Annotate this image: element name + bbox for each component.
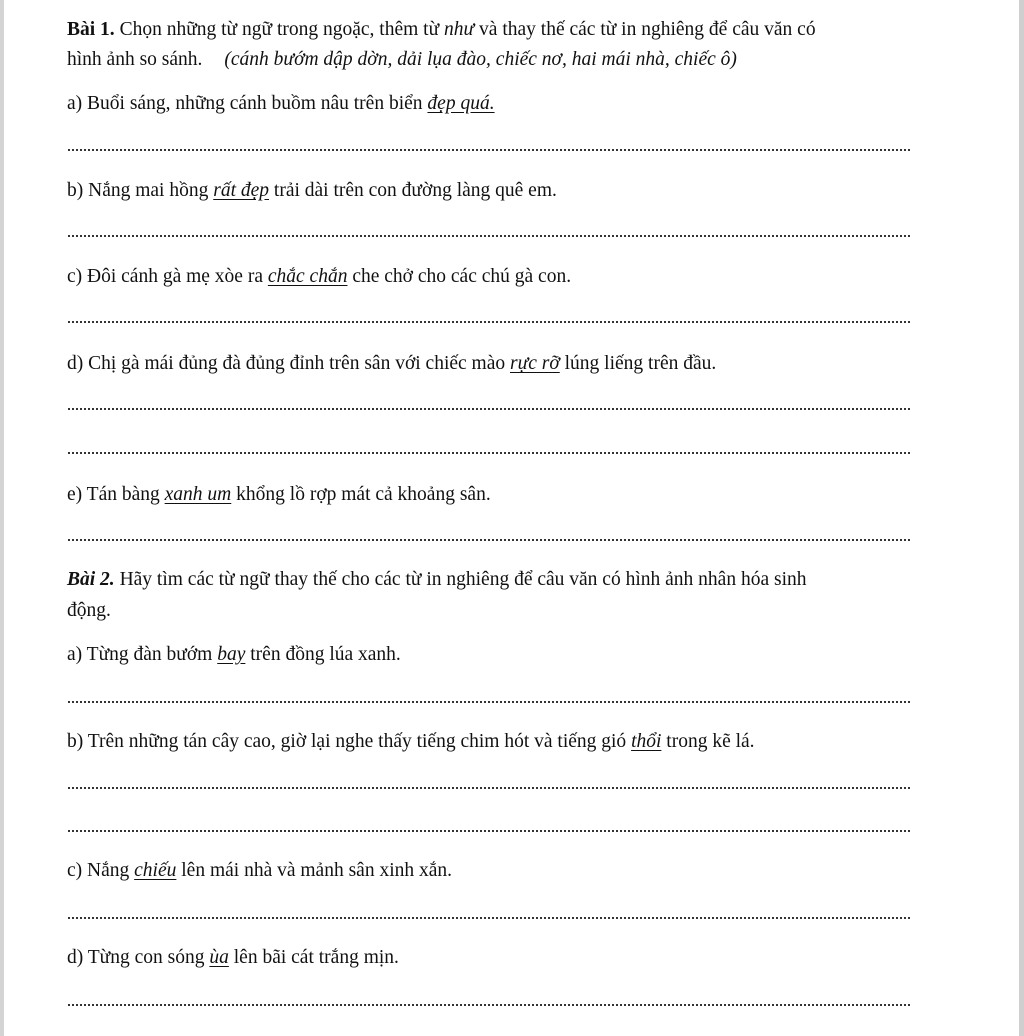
bai2-item-b: b) Trên những tán cây cao, giờ lại nghe thấy tiếng chim hót và tiếng gió thổi trong kẽ lá. [67,731,755,752]
bai2-item-a: a) Từng đàn bướm bay trên đồng lúa xanh. [67,644,401,665]
bai2-item-d: d) Từng con sóng ùa lên bãi cát trắng mịn. [67,947,399,968]
answer-line [68,830,910,832]
bai1-instruction: Bài 1. Chọn những từ ngữ trong ngoặc, thêm từ như và thay thế các từ in nghiêng để câu văn có [67,19,816,40]
page-edge-left [0,0,4,1036]
answer-line [68,321,910,323]
answer-line [68,787,910,789]
answer-line [68,701,910,703]
answer-line [68,539,910,541]
italic-word: xanh um [164,484,232,505]
italic-word: ùa [209,947,229,968]
italic-word: rực rỡ [510,353,560,374]
italic-word: bay [217,644,246,665]
bai1-item-c: c) Đôi cánh gà mẹ xòe ra chắc chắn che chở cho các chú gà con. [67,266,572,287]
bai1-item-e: e) Tán bàng xanh um khổng lồ rợp mát cả khoảng sân. [67,484,491,505]
bai2-instruction-line2: động. [67,600,111,621]
bai1-item-d: d) Chị gà mái đủng đà đủng đỉnh trên sân với chiếc mào rực rỡ lúng liếng trên đầu. [67,353,717,374]
answer-line [68,1004,910,1006]
bai2-item-c: c) Nắng chiếu lên mái nhà và mảnh sân xinh xắn. [67,860,453,881]
page-edge-right [1019,0,1024,1036]
bai2-heading: Bài 2. [67,569,115,590]
italic-word: chắc chắn [267,266,348,287]
answer-line [68,452,910,454]
bai1-heading: Bài 1. [67,19,115,40]
bai1-options: (cánh bướm dập dờn, dải lụa đào, chiếc nơ, hai mái nhà, chiếc ô) [224,49,737,70]
italic-word: thổi [631,731,662,752]
bai1-item-b: b) Nắng mai hồng rất đẹp trải dài trên con đường làng quê em. [67,180,557,201]
bai1-instruction-line2: hình ảnh so sánh. (cánh bướm dập dờn, dải lụa đào, chiếc nơ, hai mái nhà, chiếc ô) [67,49,737,70]
answer-line [68,408,910,410]
bai2-instruction: Bài 2. Hãy tìm các từ ngữ thay thế cho các từ in nghiêng để câu văn có hình ảnh nhân hóa sinh [67,569,807,590]
answer-line [68,149,910,151]
answer-line [68,235,910,237]
italic-word: rất đẹp [213,180,270,201]
bai1-item-a: a) Buổi sáng, những cánh buồm nâu trên biển đẹp quá. [67,93,495,114]
answer-line [68,917,910,919]
italic-word: chiếu [134,860,177,881]
italic-word: đẹp quá. [427,93,495,114]
